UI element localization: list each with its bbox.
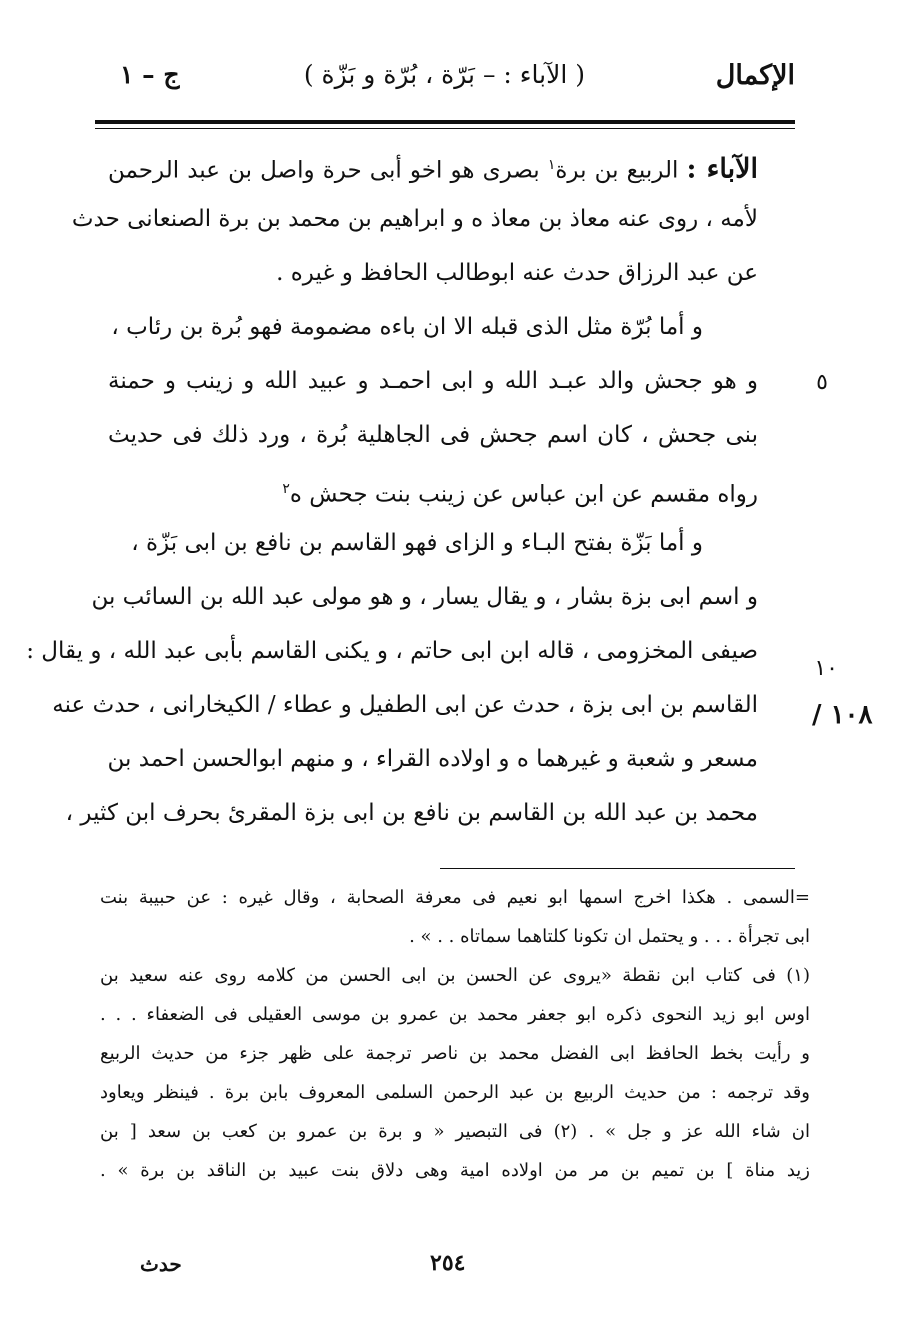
footnote-line: (١) فى كتاب ابن نقطة «يروى عن الحسن بن ابى الحسن من كلامه روى عنه سعيد بن: [100, 965, 810, 986]
text-line: و أما بَزّة بفتح البـاء و الزاى فهو القاسم بن نافع بن ابى بَزّة ،: [131, 530, 703, 556]
footnote-line: زيد مناة ] بن تميم بن مر من اولاده امية وهى دلاق بنت عبيد بن الناقد بن برة » .: [100, 1160, 810, 1181]
manuscript-folio-ref: ١٠٨ /: [812, 700, 873, 730]
page-number: ٢٥٤: [430, 1250, 466, 1276]
text-line: و أما بُرّة مثل الذى قبله الا ان باءه مضمومة فهو بُرة بن رئاب ،: [111, 314, 703, 340]
text-line: بنى جحش ، كان اسم جحش فى الجاهلية بُرة ، ورد ذلك فى حديث: [108, 422, 758, 448]
text-line: محمد بن عبد الله بن القاسم بن نافع بن ابى بزة المقرئ بحرف ابن كثير ،: [65, 800, 758, 826]
footnote-marker: ٢: [282, 481, 290, 497]
text-line: و هو جحش والد عبـد الله و ابى احمـد و عبيد الله و زينب و حمنة: [108, 368, 758, 394]
text-line: صيفى المخزومى ، قاله ابن ابى حاتم ، و يكنى القاسم بأبى عبد الله ، و يقال :: [26, 638, 758, 664]
footnote-line: ابى تجرأة . . . و يحتمل ان تكونا كلتاهما سماتاه . . » .: [409, 926, 810, 947]
text-line: رواه مقسم عن ابن عباس عن زينب بنت جحش ه$^٢$: [282, 481, 758, 508]
header-rule-thin: [95, 128, 795, 129]
text-line: و اسم ابى بزة بشار ، و يقال يسار ، و هو مولى عبد الله بن السائب بن: [91, 584, 758, 610]
entry-heading: الآباء :: [686, 153, 758, 185]
running-header: [95, 52, 795, 108]
text-line: لأمه ، روى عنه معاذ بن معاذ ه و ابراهيم بن محمد بن برة الصنعانى حدث: [71, 206, 758, 232]
footnote-line: و رأيت بخط الحافظ ابى الفضل محمد بن ناصر ترجمة على ظهر جزء من حديث الربيع: [100, 1043, 810, 1064]
header-rule-thick: [95, 120, 795, 124]
footnote-line: =السمى . هكذا اخرج اسمها ابو نعيم فى معرفة الصحابة ، وقال غيره : عن حبيبة بنت: [100, 887, 810, 908]
footnotes: [100, 878, 810, 1190]
text-line: القاسم بن ابى بزة ، حدث عن ابى الطفيل و عطاء / الكيخارانى ، حدث عنه: [52, 692, 758, 718]
book-title: الإكمال: [715, 60, 795, 91]
footnote-marker: ١: [547, 157, 556, 173]
text-line: عن عبد الرزاق حدث عنه ابوطالب الحافظ و غيره .: [276, 260, 758, 286]
section-title: ( الآباء : – بَرّة ، بُرّة و بَزّة ): [303, 60, 585, 89]
line-number: ٥: [816, 370, 828, 395]
footnote-line: اوس ابو زيد النحوى ذكره ابو جعفر محمد بن عمرو بن موسى العقيلى فى الضعفاء . . .: [100, 1004, 810, 1025]
volume-label: ج – ١: [120, 60, 180, 89]
line-number: ١٠: [814, 656, 838, 681]
footnote-separator: [440, 868, 795, 869]
main-text: [26, 138, 758, 840]
footnote-line: وقد ترجمه : من حديث الربيع بن عبد الرحمن السلمى المعروف بابن برة . فينظر ويعاود: [100, 1082, 810, 1103]
text-line: الآباء : الربيع بن برة$^١$ بصرى هو اخو أبى حرة واصل بن عبد الرحمن: [108, 153, 758, 185]
catchword: حدث: [140, 1252, 182, 1276]
text-line: مسعر و شعبة و غيرهما ه و اولاده القراء ، و منهم ابوالحسن احمد بن: [107, 746, 758, 772]
footnote-line: ان شاء الله عز و جل » . (٢) فى التبصير « و برة بن عمرو بن كعب بن سعد [ بن: [100, 1121, 810, 1142]
